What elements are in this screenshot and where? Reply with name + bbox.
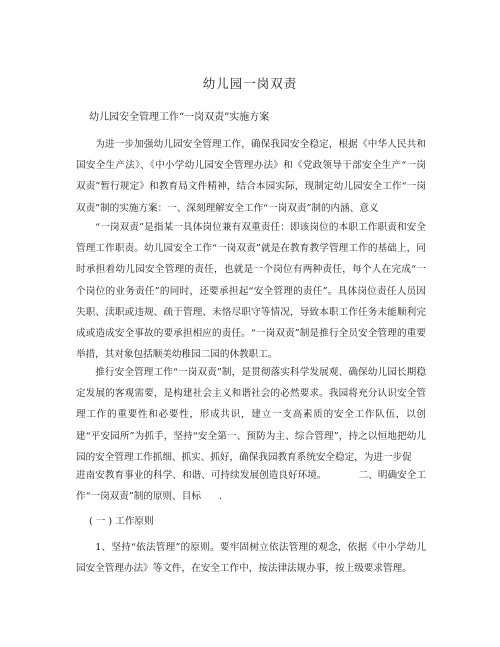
paragraph-definition: “一岗双责”是指某一具体岗位兼有双重责任：即该岗位的本职工作职责和安全管理工作职责。幼儿园安全工作“一岗双责”就是在教育教学管理工作的基础上，同时承担着幼儿园安全管理的责任，也就是一个岗位有两种责任，每个人在完成“一个岗位的业务责任”的同时，还要承担起“安全管理的责任”。具体岗位责任人员因失职、渎职或违规、疏于管理、未恪尽职守等情况，导致本职工作任务未能顺利完成或造成安全事故的要承担相应的责任。“一岗双责”制是推行全员安全管理的重要举措，其对象包括顺美幼稚园二园的休教职工。 [76, 222, 426, 361]
document-subtitle: 幼儿园安全管理工作“一岗双责”实施方案 [89, 112, 270, 123]
paragraph-significance: 推行安全管理工作“一岗双责”制，是贯彻落实科学发展观、确保幼儿园长期稳定发展的客观需要，是构建社会主义和谐社会的必然要求。我园将充分认识安全管理工作的重要性和必要性，形成共识，建立一支高素质的安全工作队伍，以创建“平安园所”为抓手，坚持“安全第一、预防为主、综合管理”，持之以恒地把幼儿园的安全管理工作抓细、抓实、抓好，确保我园教育系统安全稳定，为进一步促 [76, 367, 426, 463]
section-heading-principles: ( 一 ) 工作原则 [89, 516, 154, 527]
document-title: 幼儿园一岗双责 [202, 76, 298, 91]
paragraph-item-1: 1、坚持“依法管理”的原则。要牢固树立依法管理的观念，依据《中小学幼儿园安全管理办法》等文件，在安全工作中，按法律法规办事，按上级要求管理。 [76, 542, 426, 575]
paragraph-intro: 为进一步加强幼儿园安全管理工作，确保我园安全稳定，根据《中华人民共和国安全生产法》、《中小学幼儿园安全管理办法》和《党政领导干部安全生产“一岗双责”暂行规定》和教育局文件精神，结合本园实际，现制定幼儿园安全工作“一岗双责”制的实施方案：一、深刻理解安全工作“一岗双责”制的内涵、意义 [76, 139, 426, 214]
paragraph-continuation [76, 465, 426, 507]
continuation-text: 进南安教育事业的科学、和谐、可持续发展创造良好环境。 [76, 470, 327, 481]
continuation-period: . [218, 491, 222, 503]
section-two-heading: 二、明确安全工作“一岗双责”制的原则、目标 [76, 470, 427, 503]
